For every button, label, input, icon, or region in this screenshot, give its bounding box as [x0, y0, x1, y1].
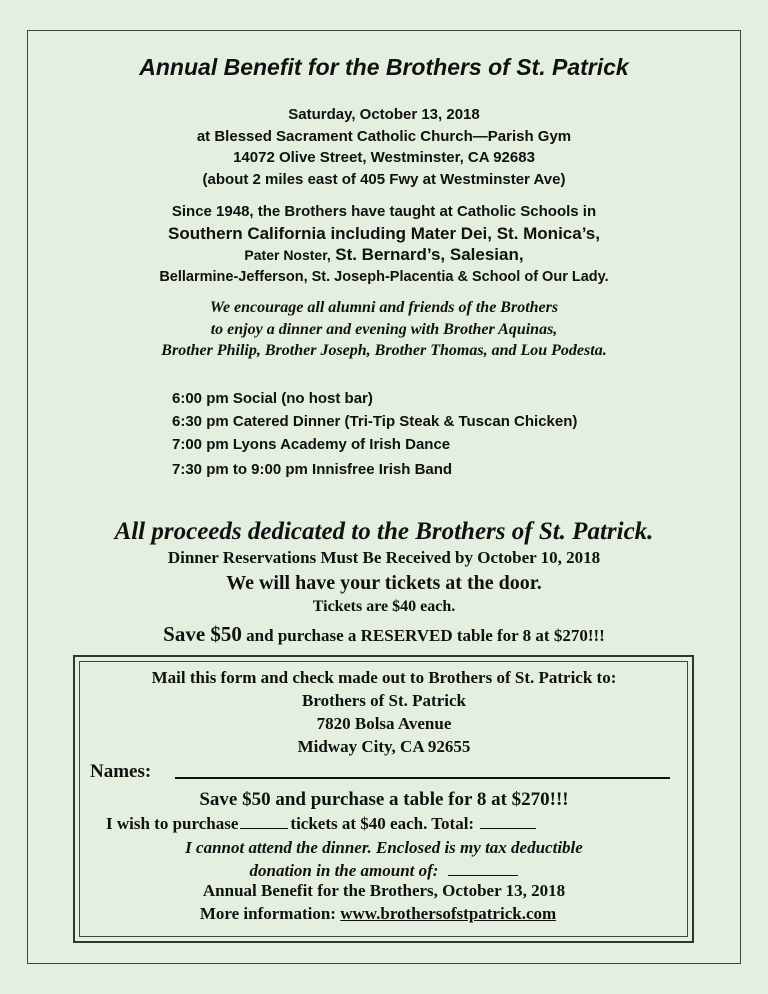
ticket-count-blank[interactable]	[240, 828, 288, 829]
ticket-purchase-line	[106, 814, 536, 834]
history-line: Southern California including Mater Dei, St. Monica’s,	[168, 223, 600, 243]
mail-street: 7820 Bolsa Avenue	[316, 714, 452, 733]
total-blank[interactable]	[480, 828, 536, 829]
donation-paragraph	[0, 836, 768, 882]
tickets-at-door: We will have your tickets at the door.	[226, 572, 542, 594]
schedule-item: 7:00 pm Lyons Academy of Irish Dance	[172, 436, 451, 453]
donation-amount-blank[interactable]	[448, 875, 518, 876]
wish-middle: tickets at $40 each. Total:	[290, 814, 475, 833]
schedule-item: 7:30 pm to 9:00 pm Innisfree Irish Band	[172, 461, 453, 478]
invite-line: to enjoy a dinner and evening with Brother Aquinas,	[210, 320, 558, 338]
save-offer-text: and purchase a RESERVED table for 8 at $270!!!	[246, 626, 605, 645]
more-info-label: More information:	[199, 904, 336, 923]
reservation-deadline: Dinner Reservations Must Be Received by October 10, 2018	[167, 548, 601, 567]
history-text: St. Bernard’s, Salesian,	[335, 245, 524, 264]
save-offer-amount: Save $50	[163, 622, 242, 646]
names-label: Names:	[90, 761, 152, 782]
annual-benefit-line: Annual Benefit for the Brothers, October 13, 2018	[202, 881, 566, 900]
save-offer	[0, 622, 768, 647]
schedule-item: 6:30 pm Catered Dinner (Tri-Tip Steak & Tuscan Chicken)	[172, 413, 578, 430]
form-save-offer: Save $50 and purchase a table for 8 at $270!!!	[199, 789, 569, 810]
invite-line: Brother Philip, Brother Joseph, Brother Thomas, and Lou Podesta.	[161, 342, 607, 359]
mailing-address	[0, 666, 768, 758]
event-date: Saturday, October 13, 2018	[288, 106, 480, 123]
mail-instruction: Mail this form and check made out to Brothers of St. Patrick to:	[151, 668, 617, 687]
event-directions: (about 2 miles east of 405 Fwy at Westminster Ave)	[202, 170, 566, 188]
ticket-price: Tickets are $40 each.	[312, 598, 456, 615]
event-details	[0, 104, 768, 190]
event-schedule	[172, 387, 577, 481]
website-link[interactable]: www.brothersofstpatrick.com	[340, 904, 557, 923]
page-title: Annual Benefit for the Brothers of St. Patrick	[139, 54, 629, 80]
history-line: Since 1948, the Brothers have taught at Catholic Schools in	[171, 203, 597, 220]
names-input-line[interactable]	[175, 777, 670, 779]
schedule-item: 6:00 pm Social (no host bar)	[172, 390, 373, 407]
mail-city: Midway City, CA 92655	[297, 737, 471, 756]
invite-line: We encourage all alumni and friends of the Brothers	[209, 299, 559, 316]
donation-text: donation in the amount of:	[249, 861, 439, 880]
history-text: Pater Noster,	[244, 247, 331, 263]
wish-prefix: I wish to purchase	[106, 814, 239, 833]
history-line	[0, 244, 768, 267]
history-paragraph	[0, 201, 768, 288]
donation-line	[0, 859, 768, 882]
proceeds-heading: All proceeds dedicated to the Brothers of St. Patrick.	[114, 518, 654, 545]
donation-line: I cannot attend the dinner. Enclosed is my tax deductible	[185, 838, 583, 857]
mail-org: Brothers of St. Patrick	[302, 691, 466, 710]
event-address: 14072 Olive Street, Westminster, CA 92683	[233, 149, 535, 166]
invitation-paragraph	[0, 297, 768, 362]
event-venue: at Blessed Sacrament Catholic Church—Parish Gym	[196, 127, 572, 145]
history-line: Bellarmine-Jefferson, St. Joseph-Placentia & School of Our Lady.	[159, 268, 609, 285]
more-info-line	[0, 904, 762, 924]
